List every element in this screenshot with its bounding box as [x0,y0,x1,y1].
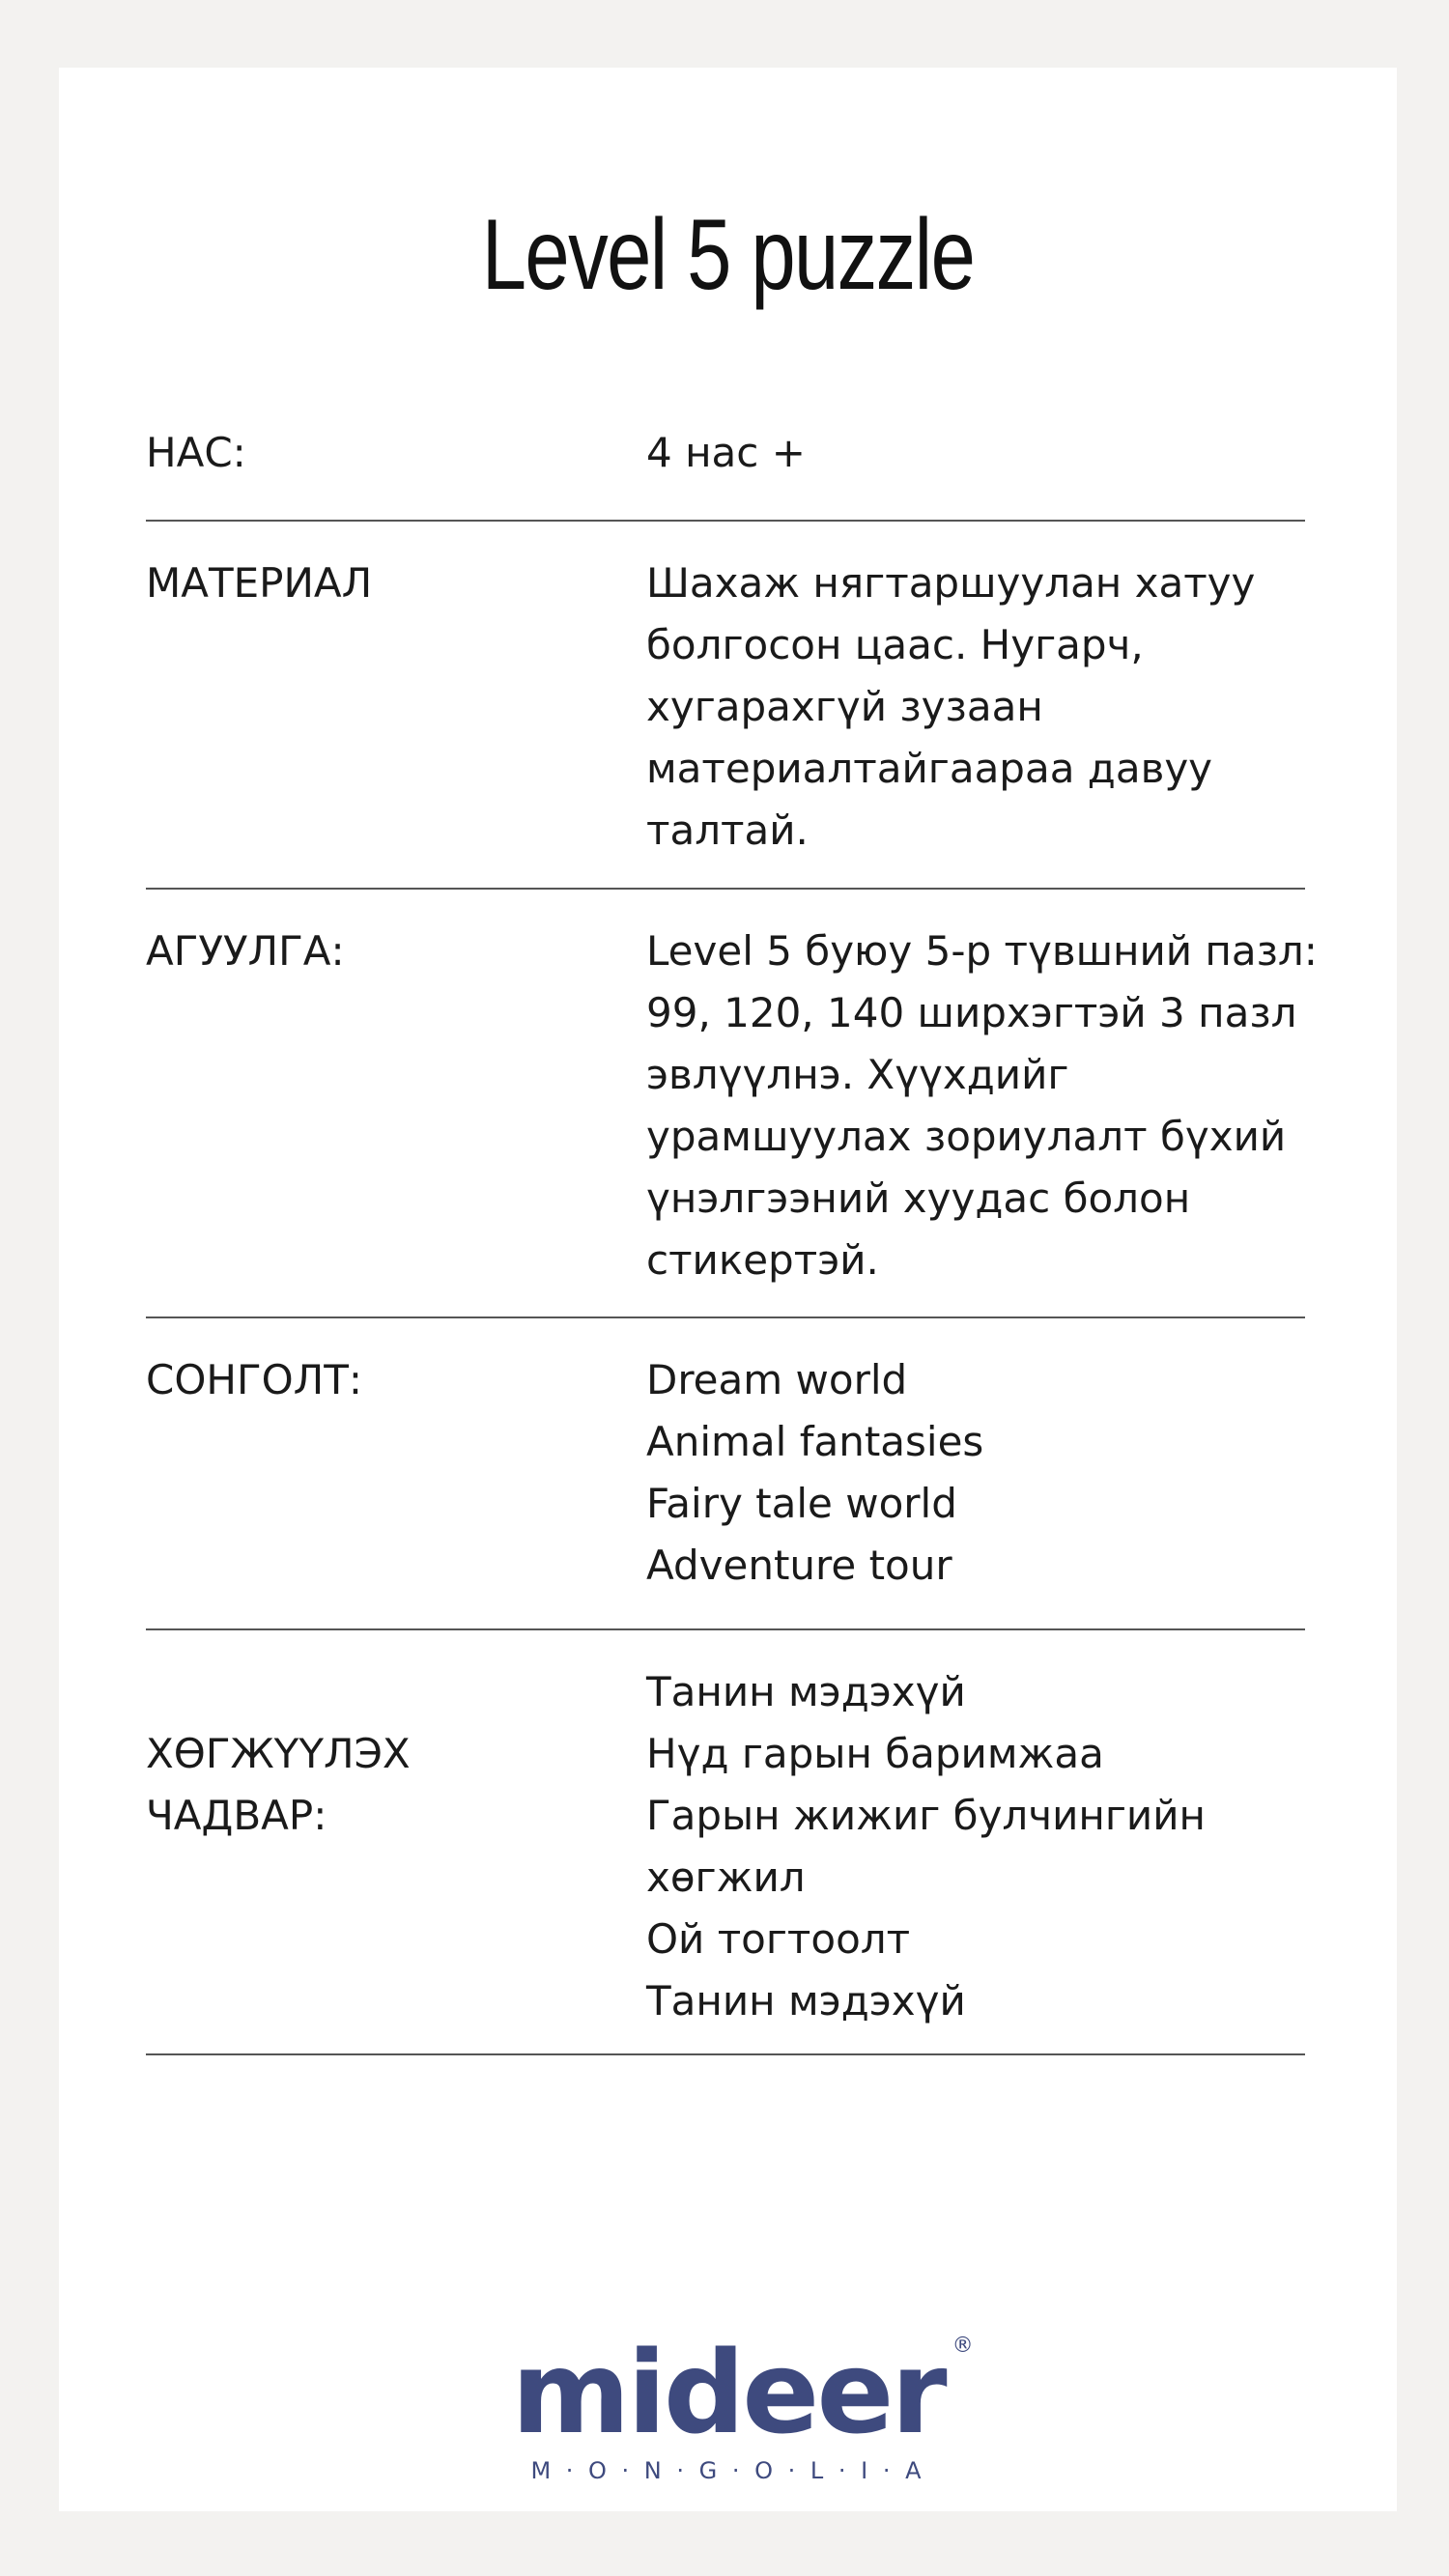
spec-value-options [646,1349,1305,1628]
spec-value-skills [646,1661,1305,2053]
spec-label-options: СОНГОЛТ: [146,1356,363,1403]
skill-item: Ой тогтоолт [646,1915,911,1963]
skill-item: Гарын жижиг булчингийн [646,1792,1206,1839]
option-item: Dream world [646,1356,908,1403]
spec-value-material [646,552,1305,888]
spec-value-line: 4 нас + [646,429,806,476]
skill-item: Нүд гарын баримжаа [646,1730,1104,1777]
spec-value-line: стикертэй. [646,1236,879,1284]
skill-item: Танин мэдэхүй [646,1668,966,1715]
option-item: Fairy tale world [646,1480,957,1527]
logo-subtitle: M · O · N · G · O · L · I · A [530,2457,925,2484]
mideer-logo [59,2326,1397,2484]
spec-value-line: эвлүүлнэ. Хүүхдийг [646,1051,1069,1098]
spec-value-line: хугарахгүй зузаан [646,683,1043,730]
spec-value-line: материалтайгаараа давуу [646,745,1213,792]
spec-value-line: Level 5 буюу 5-р түвшний пазл: [646,927,1318,975]
spec-label-material: МАТЕРИАЛ [146,559,373,607]
skill-item: Танин мэдэхүй [646,1977,966,2024]
product-info-card [59,68,1397,2511]
logo-word-text: mideer [511,2326,945,2459]
spec-label-skills: ХӨГЖҮҮЛЭХ ЧАДВАР: [146,1730,411,1839]
spec-row-material [146,522,1305,890]
page-title: Level 5 puzzle [481,199,975,311]
spec-value-line: үнэлгээний хуудас болон [646,1175,1191,1222]
spec-table [146,391,1318,2055]
spec-value-content [646,920,1318,1316]
spec-row-options [146,1318,1305,1630]
spec-value-line: Шахаж нягтаршуулан хатуу [646,559,1256,607]
spec-value-line: болгосон цаас. Нугарч, [646,621,1144,668]
registered-mark: ® [952,2334,974,2358]
spec-value-age [646,422,1305,520]
spec-row-content [146,890,1318,1318]
option-item: Animal fantasies [646,1418,984,1465]
option-item: Adventure tour [646,1542,952,1589]
spec-row-skills [146,1630,1305,2055]
spec-value-line: талтай. [646,807,809,854]
spec-value-line: 99, 120, 140 ширхэгтэй 3 пазл [646,989,1297,1036]
spec-value-line: урамшуулах зориулалт бүхий [646,1113,1287,1160]
spec-row-age [146,391,1305,522]
skill-item: хөгжил [646,1854,806,1901]
logo-wordmark [511,2326,974,2459]
spec-label-age: НАС: [146,429,246,476]
spec-label-content: АГУУЛГА: [146,927,345,975]
